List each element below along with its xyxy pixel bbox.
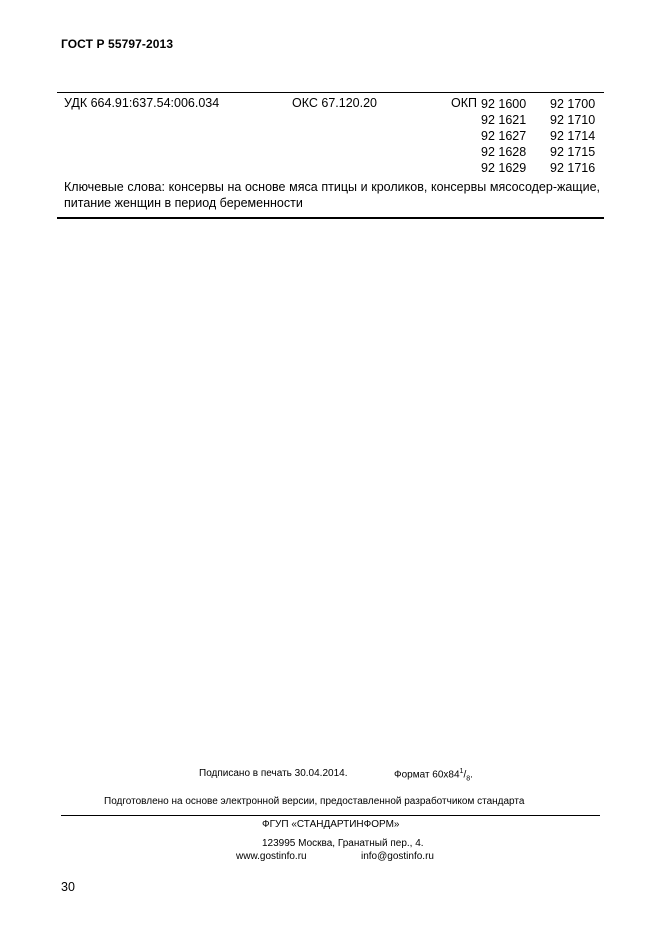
publisher-website: www.gostinfo.ru xyxy=(236,851,307,862)
format-suffix: . xyxy=(470,769,473,781)
okp-codes-column-2 xyxy=(550,96,595,176)
format-prefix: Формат 60x84 xyxy=(394,769,460,781)
oks-code: ОКС 67.120.20 xyxy=(292,96,377,110)
okp-label: ОКП xyxy=(451,96,477,110)
document-id-header: ГОСТ Р 55797-2013 xyxy=(61,37,174,51)
signed-for-print: Подписано в печать 30.04.2014. xyxy=(199,768,348,779)
okp-code: 92 1716 xyxy=(550,161,596,175)
publisher-email: info@gostinfo.ru xyxy=(361,851,434,862)
udk-code: УДК 664.91:637.54:006.034 xyxy=(64,96,220,110)
format-denominator: 8 xyxy=(466,775,471,783)
print-format: Формат $60x84^1/_8$. xyxy=(394,768,473,783)
bottom-divider xyxy=(57,217,604,219)
page-number: 30 xyxy=(61,880,75,894)
footer-divider xyxy=(61,815,600,816)
top-divider xyxy=(57,92,604,93)
okp-code: 92 1628 xyxy=(481,145,527,159)
okp-code: 92 1700 xyxy=(550,97,596,111)
okp-code: 92 1621 xyxy=(481,113,527,127)
okp-code: 92 1629 xyxy=(481,161,527,175)
format-numerator: 1 xyxy=(459,768,464,775)
okp-code: 92 1710 xyxy=(550,113,596,127)
okp-codes-column-1 xyxy=(481,96,526,176)
okp-code: 92 1714 xyxy=(550,129,596,143)
publisher-address: 123995 Москва, Гранатный пер., 4. xyxy=(262,838,424,849)
publisher-name: ФГУП «СТАНДАРТИНФОРМ» xyxy=(262,819,400,830)
okp-code: 92 1715 xyxy=(550,145,596,159)
keywords-paragraph: Ключевые слова: консервы на основе мяса птицы и кроликов, консервы мясосодер-жащие, питание женщин в период беременности xyxy=(64,180,600,210)
prepared-note: Подготовлено на основе электронной версии, предоставленной разработчиком стандарта xyxy=(104,796,525,807)
okp-code: 92 1627 xyxy=(481,129,527,143)
okp-code: 92 1600 xyxy=(481,97,527,111)
